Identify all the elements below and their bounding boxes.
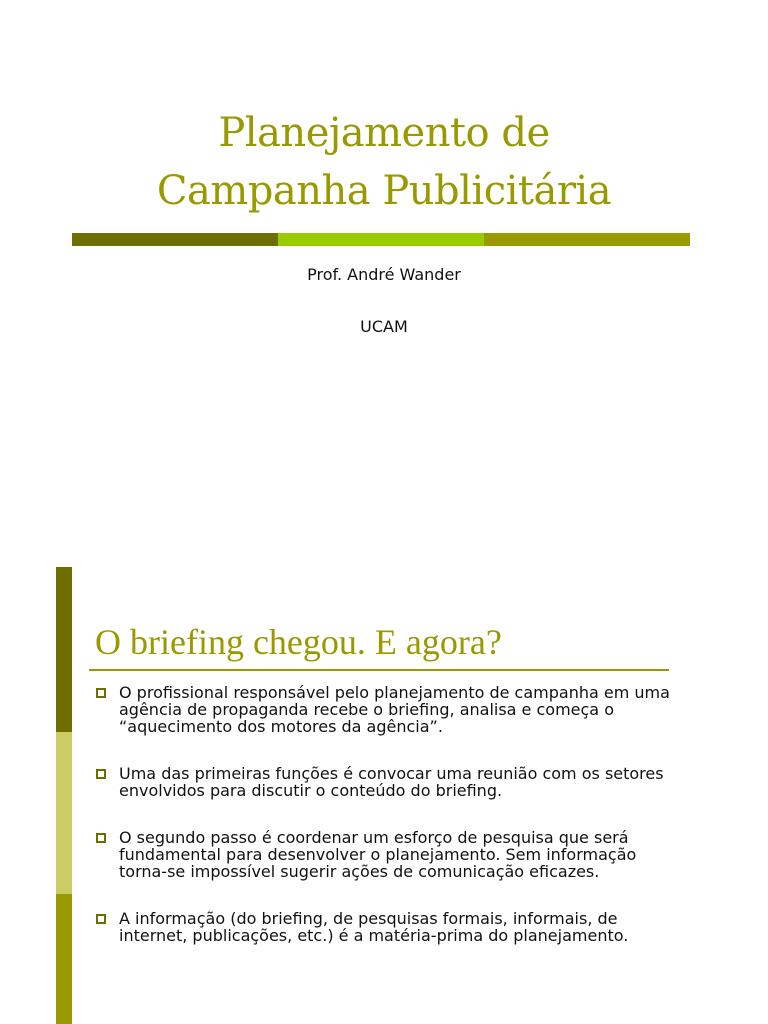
slide1-title [0, 104, 768, 220]
list-item [96, 910, 686, 944]
list-item [96, 829, 686, 880]
square-bullet-icon [96, 914, 106, 924]
bullet-text: O segundo passo é coordenar um esforço de pesquisa que será fundamental para desenvolver o planejamento. Sem informação torna-se impossível sugerir ações de comunicação eficazes. [119, 828, 637, 881]
slide2-title: O briefing chegou. E agora? [95, 622, 502, 662]
list-item [96, 684, 686, 735]
bullet-text: A informação (do briefing, de pesquisas formais, informais, de internet, publicações, etc.) é a matéria-prima do planejamento. [119, 909, 629, 945]
title-bar-segment-3 [484, 233, 690, 246]
slide2-title-rule [89, 669, 669, 671]
square-bullet-icon [96, 769, 106, 779]
slide1-title-line1: Planejamento de [218, 110, 550, 156]
bullet-list [96, 684, 686, 974]
author-name: Prof. André Wander [307, 265, 461, 284]
institution-name: UCAM [360, 317, 408, 336]
side-bar-segment-3 [56, 894, 72, 1024]
side-bar-segment-1 [56, 567, 72, 732]
title-underline-bar [72, 233, 690, 246]
title-bar-segment-2 [278, 233, 484, 246]
side-accent-bar [56, 567, 72, 1024]
bullet-text: Uma das primeiras funções é convocar uma reunião com os setores envolvidos para discutir o conteúdo do briefing. [119, 764, 664, 800]
side-bar-segment-2 [56, 732, 72, 894]
title-bar-segment-1 [72, 233, 278, 246]
square-bullet-icon [96, 688, 106, 698]
list-item [96, 765, 686, 799]
square-bullet-icon [96, 833, 106, 843]
bullet-text: O profissional responsável pelo planejamento de campanha em uma agência de propaganda recebe o briefing, analisa e começa o “aquecimento dos motores da agência”. [119, 683, 670, 736]
slide1-title-line2: Campanha Publicitária [156, 168, 612, 214]
